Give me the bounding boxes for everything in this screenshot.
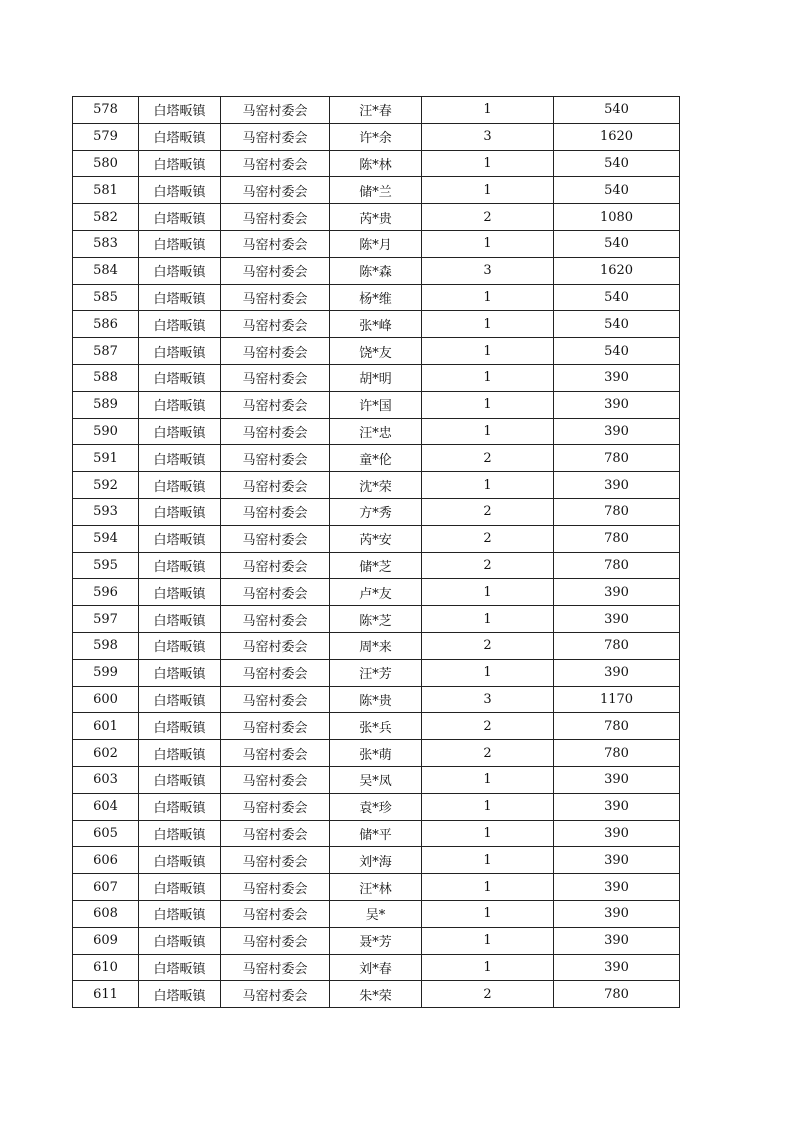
household-count-cell: 2 (422, 552, 554, 579)
household-count-cell: 1 (422, 230, 554, 257)
table-row (73, 740, 680, 767)
name-cell: 储*平 (330, 820, 422, 847)
village-committee-cell: 马窑村委会 (221, 552, 330, 579)
amount-cell: 1620 (554, 257, 680, 284)
amount-cell: 390 (554, 472, 680, 499)
table-row (73, 820, 680, 847)
row-number-cell: 596 (73, 579, 139, 606)
town-cell: 白塔畈镇 (139, 230, 221, 257)
town-cell: 白塔畈镇 (139, 606, 221, 633)
name-cell: 芮*安 (330, 525, 422, 552)
town-cell: 白塔畈镇 (139, 847, 221, 874)
town-cell: 白塔畈镇 (139, 820, 221, 847)
household-count-cell: 1 (422, 900, 554, 927)
table-row (73, 632, 680, 659)
name-cell: 方*秀 (330, 498, 422, 525)
name-cell: 陈*芝 (330, 606, 422, 633)
amount-cell: 390 (554, 766, 680, 793)
name-cell: 饶*友 (330, 338, 422, 365)
household-count-cell: 1 (422, 338, 554, 365)
town-cell: 白塔畈镇 (139, 257, 221, 284)
town-cell: 白塔畈镇 (139, 472, 221, 499)
household-count-cell: 3 (422, 257, 554, 284)
amount-cell: 780 (554, 740, 680, 767)
row-number-cell: 578 (73, 97, 139, 124)
table-row (73, 284, 680, 311)
table-row (73, 606, 680, 633)
name-cell: 胡*明 (330, 364, 422, 391)
town-cell: 白塔畈镇 (139, 766, 221, 793)
amount-cell: 540 (554, 177, 680, 204)
town-cell: 白塔畈镇 (139, 740, 221, 767)
household-count-cell: 1 (422, 766, 554, 793)
village-committee-cell: 马窑村委会 (221, 445, 330, 472)
town-cell: 白塔畈镇 (139, 391, 221, 418)
village-committee-cell: 马窑村委会 (221, 338, 330, 365)
row-number-cell: 597 (73, 606, 139, 633)
row-number-cell: 604 (73, 793, 139, 820)
town-cell: 白塔畈镇 (139, 525, 221, 552)
amount-cell: 390 (554, 793, 680, 820)
village-committee-cell: 马窑村委会 (221, 981, 330, 1008)
row-number-cell: 589 (73, 391, 139, 418)
town-cell: 白塔畈镇 (139, 150, 221, 177)
town-cell: 白塔畈镇 (139, 498, 221, 525)
amount-cell: 390 (554, 391, 680, 418)
town-cell: 白塔畈镇 (139, 954, 221, 981)
row-number-cell: 588 (73, 364, 139, 391)
household-count-cell: 1 (422, 820, 554, 847)
amount-cell: 390 (554, 820, 680, 847)
amount-cell: 1170 (554, 686, 680, 713)
village-committee-cell: 马窑村委会 (221, 284, 330, 311)
table-row (73, 445, 680, 472)
household-count-cell: 1 (422, 659, 554, 686)
town-cell: 白塔畈镇 (139, 177, 221, 204)
name-cell: 杨*维 (330, 284, 422, 311)
row-number-cell: 609 (73, 927, 139, 954)
table-row (73, 874, 680, 901)
name-cell: 许*国 (330, 391, 422, 418)
village-committee-cell: 马窑村委会 (221, 847, 330, 874)
amount-cell: 390 (554, 954, 680, 981)
row-number-cell: 610 (73, 954, 139, 981)
row-number-cell: 603 (73, 766, 139, 793)
table-row (73, 230, 680, 257)
name-cell: 储*兰 (330, 177, 422, 204)
household-count-cell: 1 (422, 793, 554, 820)
village-committee-cell: 马窑村委会 (221, 311, 330, 338)
town-cell: 白塔畈镇 (139, 445, 221, 472)
household-count-cell: 2 (422, 713, 554, 740)
name-cell: 陈*森 (330, 257, 422, 284)
table-row (73, 579, 680, 606)
row-number-cell: 606 (73, 847, 139, 874)
row-number-cell: 607 (73, 874, 139, 901)
table-row (73, 552, 680, 579)
name-cell: 汪*春 (330, 97, 422, 124)
amount-cell: 390 (554, 659, 680, 686)
row-number-cell: 584 (73, 257, 139, 284)
town-cell: 白塔畈镇 (139, 123, 221, 150)
name-cell: 沈*荣 (330, 472, 422, 499)
amount-cell: 390 (554, 900, 680, 927)
village-committee-cell: 马窑村委会 (221, 204, 330, 231)
household-count-cell: 2 (422, 740, 554, 767)
table-row (73, 177, 680, 204)
table-row (73, 257, 680, 284)
amount-cell: 780 (554, 713, 680, 740)
town-cell: 白塔畈镇 (139, 418, 221, 445)
household-count-cell: 1 (422, 311, 554, 338)
amount-cell: 780 (554, 632, 680, 659)
name-cell: 聂*芳 (330, 927, 422, 954)
amount-cell: 780 (554, 552, 680, 579)
row-number-cell: 585 (73, 284, 139, 311)
name-cell: 储*芝 (330, 552, 422, 579)
amount-cell: 1080 (554, 204, 680, 231)
village-committee-cell: 马窑村委会 (221, 606, 330, 633)
row-number-cell: 581 (73, 177, 139, 204)
row-number-cell: 598 (73, 632, 139, 659)
name-cell: 张*萌 (330, 740, 422, 767)
table-row (73, 418, 680, 445)
household-count-cell: 1 (422, 418, 554, 445)
household-count-cell: 1 (422, 927, 554, 954)
row-number-cell: 591 (73, 445, 139, 472)
name-cell: 陈*林 (330, 150, 422, 177)
amount-cell: 540 (554, 230, 680, 257)
town-cell: 白塔畈镇 (139, 927, 221, 954)
household-count-cell: 1 (422, 177, 554, 204)
name-cell: 童*伦 (330, 445, 422, 472)
table-row (73, 97, 680, 124)
subsidy-roster-table (72, 96, 680, 1008)
table-row (73, 766, 680, 793)
village-committee-cell: 马窑村委会 (221, 874, 330, 901)
village-committee-cell: 马窑村委会 (221, 579, 330, 606)
village-committee-cell: 马窑村委会 (221, 900, 330, 927)
village-committee-cell: 马窑村委会 (221, 659, 330, 686)
name-cell: 张*兵 (330, 713, 422, 740)
amount-cell: 390 (554, 364, 680, 391)
village-committee-cell: 马窑村委会 (221, 525, 330, 552)
row-number-cell: 600 (73, 686, 139, 713)
amount-cell: 780 (554, 498, 680, 525)
town-cell: 白塔畈镇 (139, 338, 221, 365)
amount-cell: 540 (554, 284, 680, 311)
table-row (73, 498, 680, 525)
row-number-cell: 592 (73, 472, 139, 499)
town-cell: 白塔畈镇 (139, 284, 221, 311)
name-cell: 陈*贵 (330, 686, 422, 713)
household-count-cell: 1 (422, 579, 554, 606)
table-row (73, 364, 680, 391)
name-cell: 朱*荣 (330, 981, 422, 1008)
household-count-cell: 1 (422, 150, 554, 177)
village-committee-cell: 马窑村委会 (221, 740, 330, 767)
household-count-cell: 3 (422, 686, 554, 713)
town-cell: 白塔畈镇 (139, 793, 221, 820)
household-count-cell: 2 (422, 498, 554, 525)
village-committee-cell: 马窑村委会 (221, 150, 330, 177)
row-number-cell: 582 (73, 204, 139, 231)
household-count-cell: 1 (422, 284, 554, 311)
village-committee-cell: 马窑村委会 (221, 391, 330, 418)
amount-cell: 390 (554, 847, 680, 874)
table-row (73, 954, 680, 981)
table-row (73, 338, 680, 365)
household-count-cell: 2 (422, 632, 554, 659)
household-count-cell: 1 (422, 874, 554, 901)
household-count-cell: 2 (422, 204, 554, 231)
village-committee-cell: 马窑村委会 (221, 498, 330, 525)
table-row (73, 150, 680, 177)
table-row (73, 981, 680, 1008)
amount-cell: 540 (554, 338, 680, 365)
table-row (73, 659, 680, 686)
row-number-cell: 586 (73, 311, 139, 338)
amount-cell: 390 (554, 874, 680, 901)
row-number-cell: 605 (73, 820, 139, 847)
row-number-cell: 590 (73, 418, 139, 445)
household-count-cell: 1 (422, 364, 554, 391)
name-cell: 周*来 (330, 632, 422, 659)
town-cell: 白塔畈镇 (139, 981, 221, 1008)
household-count-cell: 2 (422, 445, 554, 472)
household-count-cell: 1 (422, 606, 554, 633)
name-cell: 汪*芳 (330, 659, 422, 686)
row-number-cell: 601 (73, 713, 139, 740)
table-row (73, 311, 680, 338)
village-committee-cell: 马窑村委会 (221, 954, 330, 981)
household-count-cell: 1 (422, 97, 554, 124)
table-row (73, 123, 680, 150)
town-cell: 白塔畈镇 (139, 204, 221, 231)
amount-cell: 780 (554, 445, 680, 472)
household-count-cell: 2 (422, 525, 554, 552)
town-cell: 白塔畈镇 (139, 713, 221, 740)
table-row (73, 686, 680, 713)
amount-cell: 390 (554, 606, 680, 633)
name-cell: 吴*凤 (330, 766, 422, 793)
village-committee-cell: 马窑村委会 (221, 632, 330, 659)
name-cell: 汪*林 (330, 874, 422, 901)
row-number-cell: 580 (73, 150, 139, 177)
table-row (73, 900, 680, 927)
amount-cell: 780 (554, 981, 680, 1008)
village-committee-cell: 马窑村委会 (221, 418, 330, 445)
household-count-cell: 3 (422, 123, 554, 150)
row-number-cell: 608 (73, 900, 139, 927)
amount-cell: 540 (554, 97, 680, 124)
name-cell: 张*峰 (330, 311, 422, 338)
household-count-cell: 2 (422, 981, 554, 1008)
village-committee-cell: 马窑村委会 (221, 820, 330, 847)
town-cell: 白塔畈镇 (139, 686, 221, 713)
household-count-cell: 1 (422, 391, 554, 418)
village-committee-cell: 马窑村委会 (221, 97, 330, 124)
village-committee-cell: 马窑村委会 (221, 364, 330, 391)
row-number-cell: 587 (73, 338, 139, 365)
table-row (73, 927, 680, 954)
amount-cell: 780 (554, 525, 680, 552)
town-cell: 白塔畈镇 (139, 874, 221, 901)
town-cell: 白塔畈镇 (139, 579, 221, 606)
village-committee-cell: 马窑村委会 (221, 257, 330, 284)
row-number-cell: 602 (73, 740, 139, 767)
amount-cell: 540 (554, 311, 680, 338)
table-row (73, 391, 680, 418)
table-row (73, 793, 680, 820)
town-cell: 白塔畈镇 (139, 900, 221, 927)
name-cell: 汪*忠 (330, 418, 422, 445)
village-committee-cell: 马窑村委会 (221, 123, 330, 150)
name-cell: 许*余 (330, 123, 422, 150)
village-committee-cell: 马窑村委会 (221, 686, 330, 713)
town-cell: 白塔畈镇 (139, 97, 221, 124)
village-committee-cell: 马窑村委会 (221, 230, 330, 257)
village-committee-cell: 马窑村委会 (221, 472, 330, 499)
village-committee-cell: 马窑村委会 (221, 927, 330, 954)
name-cell: 芮*贵 (330, 204, 422, 231)
table-row (73, 525, 680, 552)
town-cell: 白塔畈镇 (139, 659, 221, 686)
table-row (73, 713, 680, 740)
table-body (73, 97, 680, 1008)
village-committee-cell: 马窑村委会 (221, 177, 330, 204)
name-cell: 吴* (330, 900, 422, 927)
row-number-cell: 594 (73, 525, 139, 552)
row-number-cell: 599 (73, 659, 139, 686)
row-number-cell: 593 (73, 498, 139, 525)
village-committee-cell: 马窑村委会 (221, 713, 330, 740)
row-number-cell: 583 (73, 230, 139, 257)
household-count-cell: 1 (422, 847, 554, 874)
village-committee-cell: 马窑村委会 (221, 766, 330, 793)
town-cell: 白塔畈镇 (139, 364, 221, 391)
table-row (73, 204, 680, 231)
row-number-cell: 611 (73, 981, 139, 1008)
row-number-cell: 595 (73, 552, 139, 579)
amount-cell: 540 (554, 150, 680, 177)
amount-cell: 390 (554, 418, 680, 445)
table-row (73, 472, 680, 499)
name-cell: 卢*友 (330, 579, 422, 606)
amount-cell: 1620 (554, 123, 680, 150)
village-committee-cell: 马窑村委会 (221, 793, 330, 820)
name-cell: 陈*月 (330, 230, 422, 257)
name-cell: 袁*珍 (330, 793, 422, 820)
town-cell: 白塔畈镇 (139, 632, 221, 659)
amount-cell: 390 (554, 579, 680, 606)
amount-cell: 390 (554, 927, 680, 954)
name-cell: 刘*春 (330, 954, 422, 981)
town-cell: 白塔畈镇 (139, 311, 221, 338)
household-count-cell: 1 (422, 472, 554, 499)
household-count-cell: 1 (422, 954, 554, 981)
table-row (73, 847, 680, 874)
row-number-cell: 579 (73, 123, 139, 150)
name-cell: 刘*海 (330, 847, 422, 874)
town-cell: 白塔畈镇 (139, 552, 221, 579)
